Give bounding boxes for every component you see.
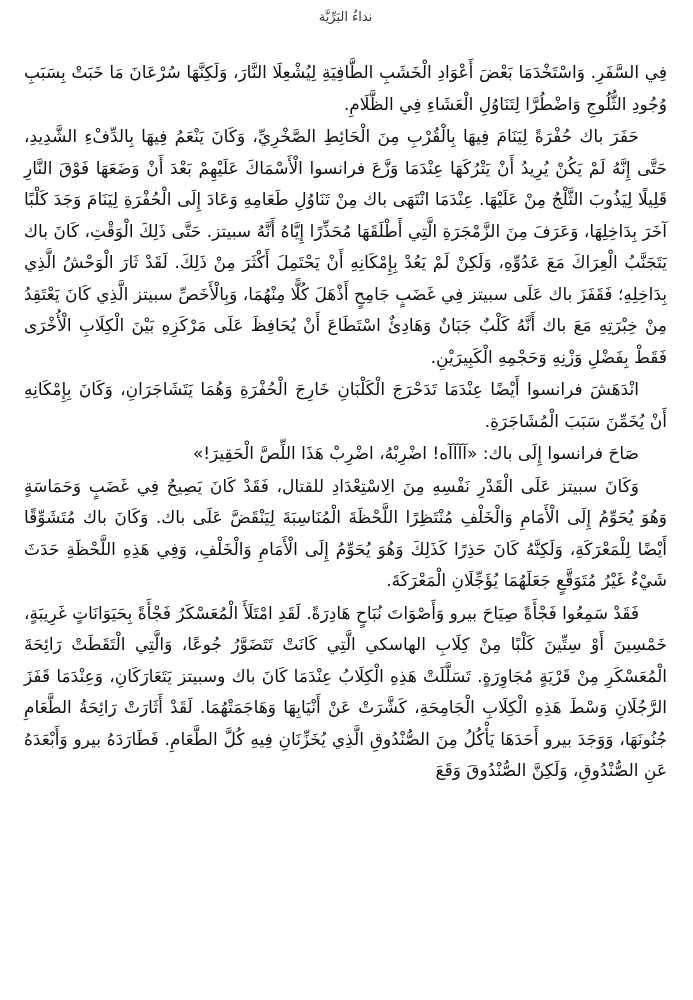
body-text: [24, 58, 667, 788]
paragraph-6: فَقَدْ سَمِعُوا فَجْأَةً صِيَاحَ بيرو وَأَصْوَاتَ نُبَاحٍ هَادِرَةً. لَقَدِ امْتَلَأَ الْمُعَسْكَرُ فَجْأَةً بِحَيَوَانَاتٍ غَرِيبَةٍ، خَمْسِينَ أَوْ سِتِّينَ كَلْبًا مِنْ كِلَابِ الهاسكي الَّتِي كَانَتْ تَتَضَوَّرُ جُوعًا، وَالَّتِي الْتَقَطَتْ رَائِحَةَ الْمُعَسْكَرِ مِنْ قَرْيَةٍ مُجَاوِرَةٍ. تَسَلَّلَتْ هَذِهِ الْكِلَابُ عِنْدَمَا كَانَ باك وسبيتز يَتَعَارَكَانِ، وَعِنْدَمَا قَفَزَ الرَّجُلَانِ وَسْطَ هَذِهِ الْكِلَابِ الْجَامِحَةِ، كَشَّرَتْ عَنْ أَنْيَابِهَا وَهَاجَمَتْهُمَا. لَقَدْ أَثَارَتْ رَائِحَةُ الطَّعَامِ جُنُونَهَا، وَوَجَدَ بيرو أَحَدَهَا يَأْكُلُ مِنَ الصُّنْدُوقِ الَّذِي يُخَزِّنَانِ فِيهِ كُلَّ الطَّعَامِ. فَطَارَدَهُ بيرو وَأَبْعَدَهُ عَنِ الصُّنْدُوقِ، وَلَكِنَّ الصُّنْدُوقَ وَقَعَ: [23, 603, 667, 781]
paragraph-4: صَاحَ فرانسوا إِلَى باك: «آآآآه! اضْرِبْهُ، اضْرِبْ هَذَا اللِّصَّ الْحَقِيرَ!»: [192, 444, 639, 464]
paragraph-5: وَكَانَ سبيتز عَلَى الْقَدْرِ نَفْسِهِ مِنَ الِاسْتِعْدَادِ للقتال، فَقَدْ كَانَ يَصِيحُ فِي غَضَبٍ وَحَمَاسَةٍ وَهُوَ يُحَوِّمُ إِلَى الْأَمَامِ وَالْخَلْفِ مُنْتَظِرًا اللَّحْظَةَ الْمُنَاسِبَةَ لِيَنْقَضَّ عَلَى باك. وَكَانَ باك مُتَشَوِّقًا أَيْضًا لِلْمَعْرَكَةِ، وَلَكِنَّهُ كَانَ حَذِرًا كَذَلِكَ وَهُوَ يُحَوِّمُ إِلَى الْأَمَامِ وَالْخَلْفِ، وَفِي هَذِهِ اللَّحْظَةِ حَدَثَ شَيْءٌ غَيْرُ مُتَوَقَّعٍ جَعَلَهُمَا يُؤَجِّلَانِ الْمَعْرَكَةَ.: [24, 476, 667, 591]
book-title: نداءُ البَرِّيَّة: [318, 10, 373, 25]
paragraph-2: حَفَرَ باك حُفْرَةً لِيَنَامَ فِيهَا بِالْقُرْبِ مِنَ الْحَائِطِ الصَّخْرِيِّ، وَكَانَ يَنْعَمُ فِيهَا بِالدِّفْءِ الشَّدِيدِ، حَتَّى إِنَّهُ لَمْ يَكُنْ يُرِيدُ أَنْ يَتْرُكَهَا عِنْدَمَا وَزَّعَ فرانسوا الْأَسْمَاكَ عَلَيْهِمْ بَعْدَ أَنْ وَضَعَهَا فَوْقَ النَّارِ قَلِيلًا لِيَذُوبَ الثَّلْجُ مِنْ عَلَيْهَا. عِنْدَمَا انْتَهَى باك مِنْ تَنَاوُلِ طَعَامِهِ وَعَادَ إِلَى الْحُفْرَةِ لِيَنَامَ وَجَدَ كَلْبًا آخَرَ بِدَاخِلِهَا، وَعَرَفَ مِنَ الزَّمْجَرَةِ الَّتِي أَطْلَقَهَا مُحَذِّرًا إِيَّاهُ أَنَّهُ سبيتز. حَتَّى ذَلِكَ الْوَقْتِ، كَانَ باك يَتَجَنَّبُ الْعِرَاكَ مَعَ عَدُوِّهِ، وَلَكِنْ لَمْ يَعُدْ بِإِمْكَانِهِ أَنْ يَحْتَمِلَ أَكْثَرَ مِنْ ذَلِكَ. لَقَدْ ثَارَ الْوَحْشُ الَّذِي بِدَاخِلِهِ؛ فَقَفَزَ باك عَلَى سبيتز فِي غَضَبٍ جَامِحٍ أَذْهَلَ كُلًّا مِنْهُمَا، وَبِالْأَخَصِّ سبيتز الَّذِي كَانَ يَعْتَقِدُ مِنْ خِبْرَتِهِ مَعَ باك أَنَّهُ كَلْبٌ جَبَانٌ وَهَادِئٌ اسْتَطَاعَ أَنْ يُحَافِظَ عَلَى مَرْكَزِهِ بَيْنَ الْكِلَابِ الْأُخْرَى فَقَطْ بِفَضْلِ وَزْنِهِ وَحَجْمِهِ الْكَبِيرَيْنِ.: [24, 127, 667, 368]
paragraph-3: انْدَهَشَ فرانسوا أَيْضًا عِنْدَمَا تَدَحْرَجَ الْكَلْبَانِ خَارِجَ الْحُفْرَةِ وَهُمَا يَتَشَاجَرَانِ، وَكَانَ بِإِمْكَانِهِ أَنْ يُخَمِّنَ سَبَبَ الْمُشَاجَرَةِ.: [24, 380, 667, 432]
paragraph-1: فِي السَّفَرِ. وَاسْتَخْدَمَا بَعْضَ أَعْوَادِ الْخَشَبِ الطَّافِيَةِ لِيُشْعِلَا النَّارَ، وَلَكِنَّهَا سُرْعَانَ مَا خَبَتْ بِسَبَبِ وُجُودِ الثُّلُوجِ وَاضْطُرَّا لِتَنَاوُلِ الْعَشَاءِ فِي الظَّلَامِ.: [24, 63, 667, 115]
running-header: [24, 0, 667, 34]
